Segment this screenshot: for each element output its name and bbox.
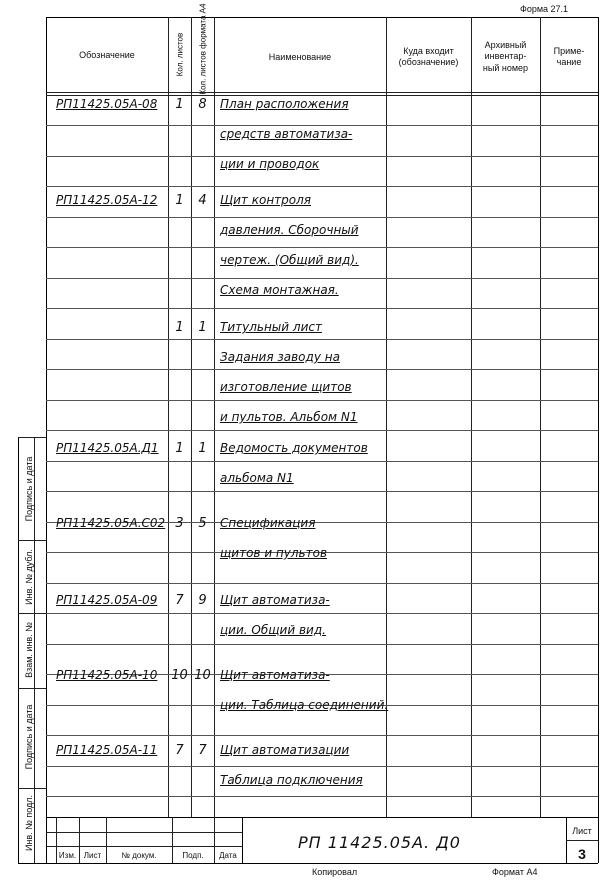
row-a4-sheets: 10: [194, 668, 211, 683]
side-label-inv-dubl: Инв. № дубл.: [24, 549, 34, 605]
row-name-line: Щит контроля: [220, 193, 312, 207]
row-a4-sheets: 1: [198, 441, 207, 456]
side-label-vzam-inv: Взам. инв. №: [24, 622, 34, 678]
row-name-line: Щит автоматиза-: [220, 668, 330, 682]
side-label-podpis-data-2: Подпись и дата: [24, 456, 34, 522]
row-sheets: 10: [171, 668, 188, 683]
row-a4-sheets: 7: [198, 743, 207, 758]
row-designation: РП11425.05А-12: [56, 193, 158, 207]
row-name-line: ции. Таблица соединений.: [220, 698, 389, 712]
row-name-line: Схема монтажная.: [220, 283, 339, 297]
row-a4-sheets: 4: [198, 193, 207, 208]
row-a4-sheets: 5: [198, 516, 207, 531]
row-name-line: План расположения: [220, 97, 349, 111]
sheet-label: Лист: [572, 826, 592, 836]
row-sheets: 3: [175, 516, 184, 531]
header-note: Приме- чание: [553, 46, 585, 68]
title-doc-no: № докум.: [121, 851, 157, 860]
row-name-line: средств автоматиза-: [220, 127, 353, 141]
row-name-line: щитов и пультов: [220, 546, 328, 560]
row-name-line: Таблица подключения: [220, 773, 363, 787]
row-name-line: Щит автоматизации: [220, 743, 350, 757]
row-sheets: 7: [175, 593, 184, 608]
row-name-line: альбома N1: [220, 471, 294, 485]
header-name: Наименование: [268, 52, 332, 62]
title-data: Дата: [219, 851, 237, 860]
row-sheets: 1: [175, 441, 184, 456]
footer-format: Формат А4: [492, 867, 538, 877]
row-name-line: Титульный лист: [220, 320, 322, 334]
row-name-line: ции. Общий вид.: [220, 623, 326, 637]
title-podp: Подп.: [182, 851, 204, 860]
row-name-line: чертеж. (Общий вид).: [220, 253, 359, 267]
row-designation: РП11425.05А-10: [56, 668, 158, 682]
row-sheets: 1: [175, 193, 184, 208]
header-sheets-count: Кол. листов: [175, 32, 185, 77]
header-archive-number: Архивный инвентар- ный номер: [482, 40, 529, 73]
side-label-inv-podl: Инв. № подл.: [24, 794, 34, 852]
row-a4-sheets: 9: [198, 593, 207, 608]
title-izm: Изм.: [58, 851, 77, 860]
row-name-line: изготовление щитов: [220, 380, 352, 394]
row-sheets: 7: [175, 743, 184, 758]
side-label-podpis-data-1: Подпись и дата: [24, 704, 34, 770]
row-name-line: Спецификация: [220, 516, 316, 530]
header-format: Кол. листов формата А4: [198, 3, 208, 95]
row-name-line: и пультов. Альбом N1: [220, 410, 358, 424]
header-designation: Обозначение: [79, 50, 135, 60]
row-name-line: Ведомость документов: [220, 441, 368, 455]
row-name-line: Щит автоматиза-: [220, 593, 330, 607]
row-designation: РП11425.05А.Д1: [56, 441, 159, 455]
sheet-number: 3: [578, 846, 586, 862]
row-name-line: Задания заводу на: [220, 350, 340, 364]
row-designation: РП11425.05А-11: [56, 743, 158, 757]
document-code: РП 11425.05А. Д0: [298, 833, 461, 852]
row-a4-sheets: 1: [198, 320, 207, 335]
row-name-line: ции и проводок: [220, 157, 320, 171]
row-designation: РП11425.05А.С02: [56, 516, 166, 530]
row-sheets: 1: [175, 97, 184, 112]
form-label: Форма 27.1: [520, 4, 569, 14]
row-designation: РП11425.05А-08: [56, 97, 158, 111]
row-designation: РП11425.05А-09: [56, 593, 158, 607]
row-sheets: 1: [175, 320, 184, 335]
title-list: Лист: [83, 851, 102, 860]
row-a4-sheets: 8: [198, 97, 207, 112]
footer-copied: Копировал: [312, 867, 358, 877]
header-where-included: Куда входит (обозначение): [398, 46, 459, 68]
row-name-line: давления. Сборочный: [220, 223, 359, 237]
